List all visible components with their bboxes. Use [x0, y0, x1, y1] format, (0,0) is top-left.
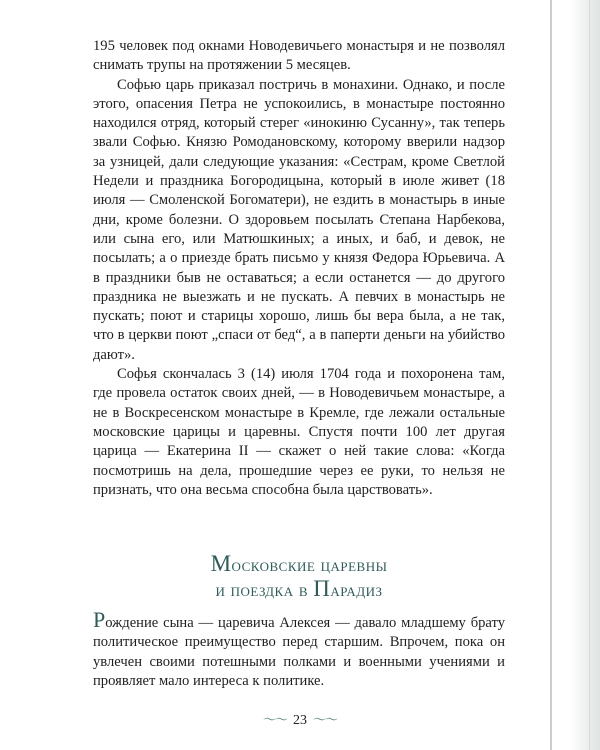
- section-heading-line-1: [93, 552, 505, 577]
- page-edge-line: [550, 0, 552, 750]
- section-heading: [93, 552, 505, 602]
- paragraph-3: Софья скончалась 3 (14) июля 1704 года и похоронена там, где провела остаток своих дней, — в Новодевичьем монастыре, а не в Воскресенском монастыре в Кремле, где лежали остальные московские царицы и царевны. Спустя почти 100 лет другая царица — Екатерина II — скажет о ней такие слова: «Когда посмотришь на дела, прошедшие через ее руки, то нельзя не признать, что она весьма способна была царствовать».: [93, 366, 505, 498]
- heading-text-2a: и поездка в: [215, 580, 314, 601]
- page-number: 23: [293, 713, 307, 728]
- page-footer: [0, 709, 600, 729]
- section-paragraph-text: ождение сына — царевича Алексея — давало младшему брату политическое преимущество перед старшим. Впрочем, пока он увлечен своими потешными полками и военными учениями и проявляет мало интереса к политике.: [93, 615, 505, 689]
- heading-capital-2: П: [313, 576, 331, 601]
- left-ornament-icon: 〜〜: [262, 712, 287, 727]
- heading-text-1: осковские царевны: [231, 555, 388, 576]
- paragraph-1: 195 человек под окнами Новодевичьего монастыря и не позволял снимать трупы на протяжении 5 месяцев.: [93, 38, 505, 74]
- heading-capital-1: М: [210, 551, 232, 576]
- section-heading-line-2: [93, 577, 505, 602]
- drop-cap: Р: [93, 607, 106, 632]
- right-ornament-icon: 〜〜: [313, 712, 338, 727]
- page-edge-line-outer: [589, 0, 590, 750]
- body-text: [93, 37, 505, 500]
- section-body: [93, 607, 505, 691]
- section-paragraph-1: [93, 607, 505, 691]
- heading-text-2b: арадиз: [330, 580, 383, 601]
- paragraph-2: Софью царь приказал постричь в монахини. Однако, и после этого, опасения Петра не успокоились, в монастыре постоянно находился отряд, который стерег «инокиню Сусанну», так теперь звали Софью. Князю Ромодановскому, которому вверили надзор за узницей, дали следующие указания: «Сестрам, кроме Светлой Недели и праздника Богородицына, который в июле живет (18 июля — Смоленской Богоматери), не ездить в монастырь в иные дни, кроме болезни. О здоровьем посылать Степана Нарбекова, или сына его, или Матюшкиных; а иных, и баб, и девок, не посылать; а о приезде брать письмо у князя Федора Юрьевича. А в праздники быв не оставаться; а если останется — до другого праздника не выезжать и не пускать. А певчих в монастырь не пускать; поют и старицы хорошо, лишь бы вера была, а не так, что в церкви поют „спаси от бед“, а в паперти деньги на убийство дают».: [93, 76, 505, 363]
